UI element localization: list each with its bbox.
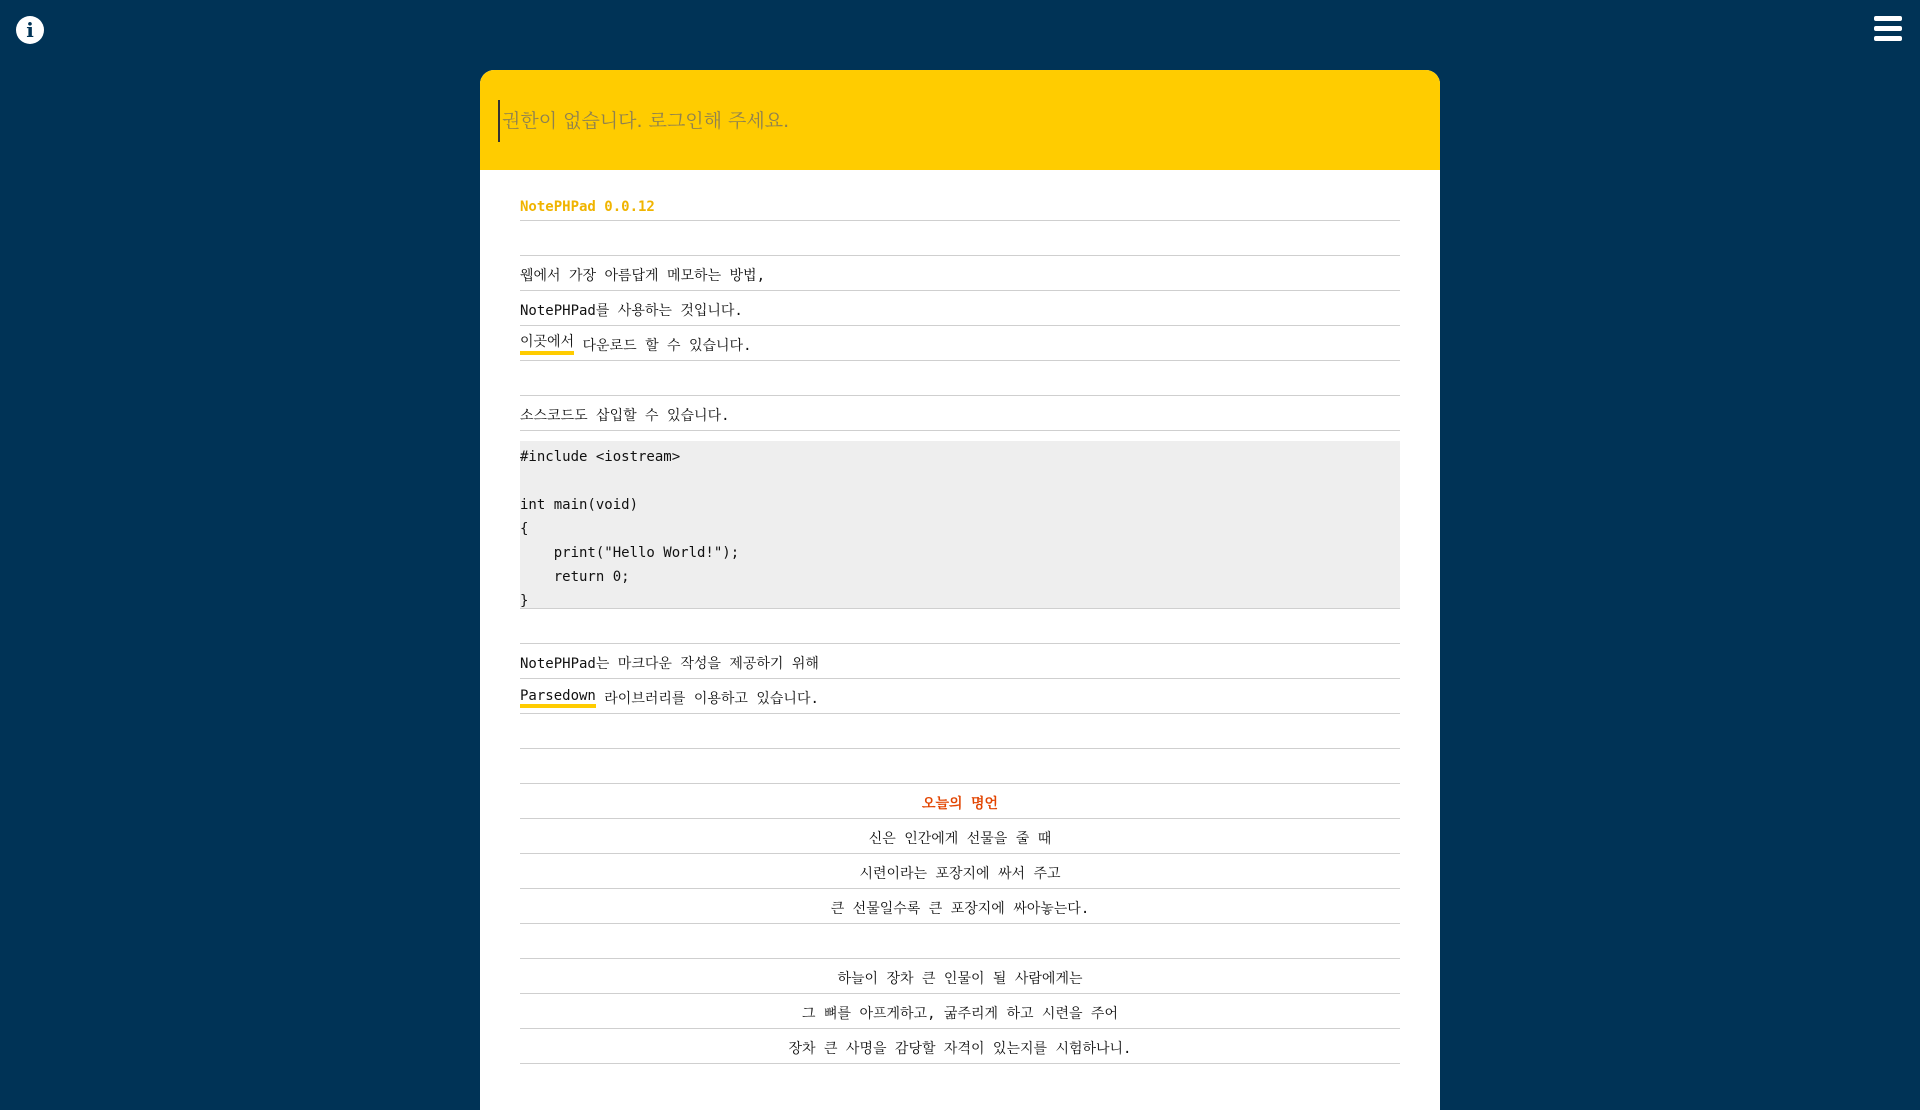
- quote-line: [520, 959, 1400, 994]
- menu-bar-2: [1874, 26, 1902, 31]
- quote-text: 하늘이 장차 큰 인물이 될 사람에게는: [837, 971, 1083, 987]
- code-line: #include <iostream>: [520, 449, 681, 465]
- code-intro-text: 소스코드도 삽입할 수 있습니다.: [520, 408, 730, 424]
- code-line: return 0;: [520, 569, 630, 585]
- note-title-line: [520, 186, 1400, 221]
- code-line: }: [520, 593, 529, 609]
- text-line: [520, 256, 1400, 291]
- quote-text: 큰 선물일수록 큰 포장지에 싸아놓는다.: [830, 901, 1090, 917]
- quote-line: [520, 994, 1400, 1029]
- quote-line: [520, 889, 1400, 924]
- quote-line: [520, 819, 1400, 854]
- text-line: [520, 291, 1400, 326]
- blank-line: [520, 361, 1400, 396]
- quote-line: [520, 854, 1400, 889]
- code-line: print("Hello World!");: [520, 545, 740, 561]
- code-line: {: [520, 521, 529, 537]
- info-icon[interactable]: i: [16, 16, 44, 44]
- blank-line: [520, 714, 1400, 749]
- code-line: int main(void): [520, 497, 639, 513]
- code-line: [520, 469, 1400, 493]
- password-input[interactable]: [498, 100, 1404, 142]
- code-block: [520, 441, 1400, 609]
- parsedown-link[interactable]: Parsedown: [520, 688, 596, 708]
- hamburger-menu-icon[interactable]: [1874, 16, 1902, 42]
- blank-line: [520, 221, 1400, 256]
- menu-bar-1: [1874, 16, 1902, 21]
- quote-title: 오늘의 명언: [921, 796, 999, 812]
- parsedown-line: [520, 679, 1400, 714]
- blank-line: [520, 609, 1400, 644]
- quote-text: 시련이라는 포장지에 싸서 주고: [859, 866, 1061, 882]
- menu-bar-3: [1874, 36, 1902, 41]
- parsedown-text: 라이브러리를 이용하고 있습니다.: [595, 691, 819, 707]
- auth-bar: [480, 70, 1440, 170]
- quote-text: 그 뼈를 아프게하고, 굶주리게 하고 시련을 주어: [802, 1006, 1118, 1022]
- code-intro-line: [520, 396, 1400, 431]
- markdown-text: NotePHPad는 마크다운 작성을 제공하기 위해: [520, 656, 819, 672]
- top-bar: [0, 0, 1920, 60]
- text: 웹에서 가장 아름답게 메모하는 방법,: [520, 268, 766, 284]
- quote-text: 장차 큰 사명을 감당할 자격이 있는지를 시험하나니.: [788, 1041, 1132, 1057]
- download-text: 다운로드 할 수 있습니다.: [574, 338, 752, 354]
- blank-line: [520, 749, 1400, 784]
- quote-text: 신은 인간에게 선물을 줄 때: [868, 831, 1052, 847]
- quote-title-line: [520, 784, 1400, 819]
- download-link[interactable]: 이곳에서: [520, 331, 574, 355]
- download-line: [520, 326, 1400, 361]
- markdown-line: [520, 644, 1400, 679]
- quote-line: [520, 924, 1400, 959]
- quote-line: [520, 1029, 1400, 1064]
- note-title: NotePHPad 0.0.12: [520, 199, 655, 215]
- note-content: [520, 186, 1400, 1064]
- text: NotePHPad를 사용하는 것입니다.: [520, 303, 743, 319]
